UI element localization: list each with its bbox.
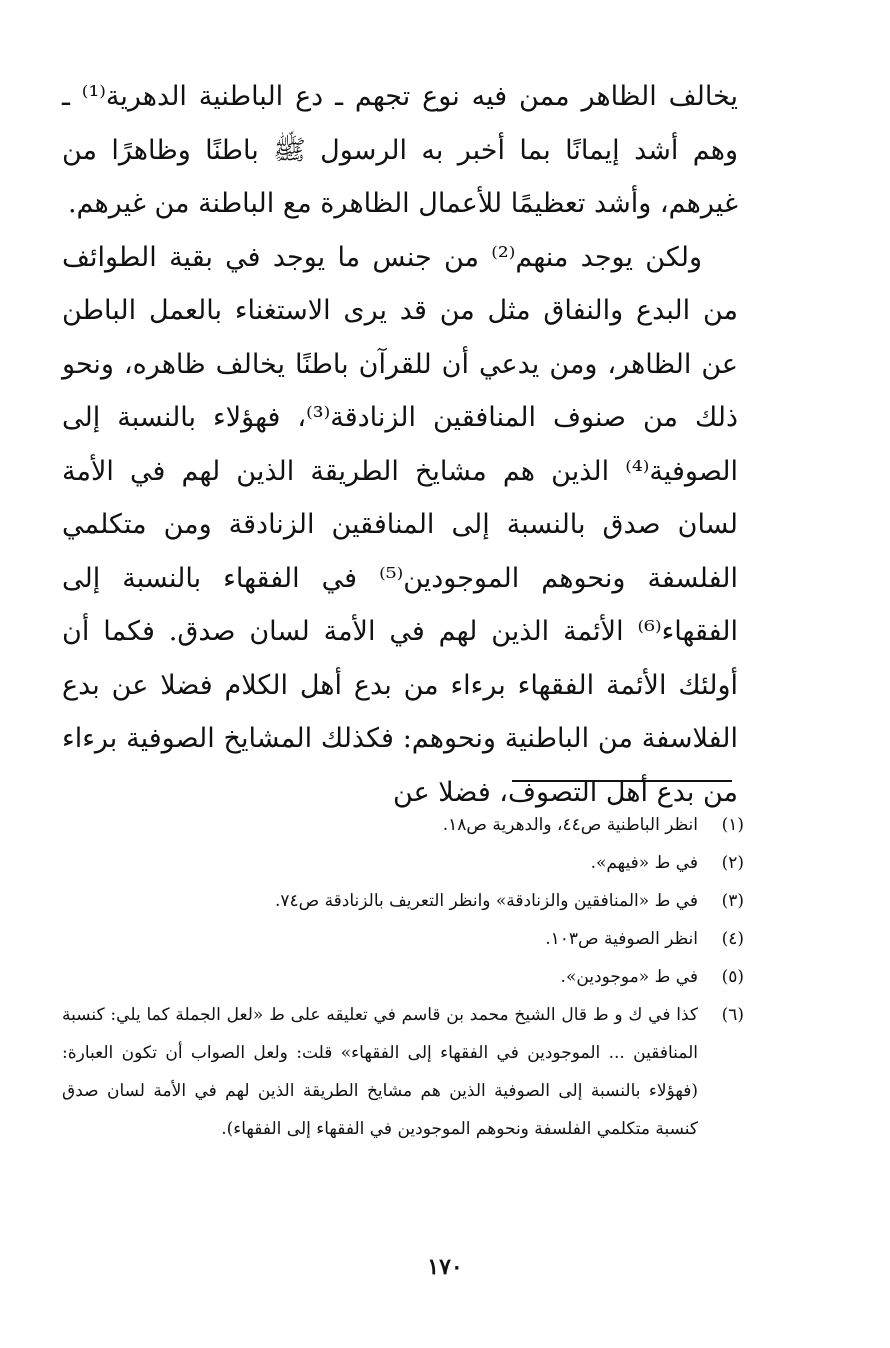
footnote-text: انظر الباطنية ص٤٤، والدهرية ص١٨. — [442, 815, 698, 835]
footnote-number: (٤) — [721, 929, 744, 949]
footnote-2 — [62, 844, 744, 882]
footnote-6 — [62, 996, 744, 1148]
footnote-text: في ط «موجودين». — [560, 967, 698, 987]
footnote-3 — [62, 882, 744, 920]
footnote-number: (١) — [721, 815, 744, 835]
footnote-text: في ط «فيهم». — [590, 853, 698, 873]
footnote-4 — [62, 920, 744, 958]
footnote-number: (٥) — [721, 967, 744, 987]
footnote-5 — [62, 958, 744, 996]
footnote-divider — [512, 780, 732, 782]
paragraph-2: ولكن يوجد منهم⁽²⁾ من جنس ما يوجد في بقية الطوائف من البدع والنفاق مثل من قد يرى الاستغناء بالعمل الباطن عن الظاهر، ومن يدعي أن للقرآن باطنًا يخالف ظاهره، ونحو ذلك من صنوف المنافقين الزنادقة⁽³⁾، فهؤلاء بالنسبة إلى الصوفية⁽⁴⁾ الذين هم مشايخ الطريقة الذين لهم في الأمة لسان صدق بالنسبة إلى المنافقين الزنادقة ومن متكلمي الفلسفة ونحوهم الموجودين⁽⁵⁾ في الفقهاء بالنسبة إلى الفقهاء⁽⁶⁾ الأئمة الذين لهم في الأمة لسان صدق. فكما أن أولئك الأئمة الفقهاء برءاء من بدع أهل الكلام فضلا عن بدع الفلاسفة من الباطنية ونحوهم: فكذلك المشايخ الصوفية برءاء من بدع أهل التصوف، فضلا عن — [62, 241, 738, 808]
footnote-text: في ط «المنافقين والزنادقة» وانظر التعريف بالزنادقة ص٧٤. — [274, 891, 698, 911]
footnotes — [62, 806, 744, 1148]
page-number: ١٧٠ — [427, 1254, 463, 1280]
footnote-number: (٦) — [721, 1005, 744, 1025]
footnote-text: انظر الصوفية ص١٠٣. — [545, 929, 698, 949]
main-text — [62, 70, 738, 819]
footnote-1 — [62, 806, 744, 844]
footnote-number: (٣) — [721, 891, 744, 911]
paragraph-1: يخالف الظاهر ممن فيه نوع تجهم ـ دع الباطنية الدهرية⁽¹⁾ ـ وهم أشد إيمانًا بما أخبر به الرسول ﷺ باطنًا وظاهرًا من غيرهم، وأشد تعظيمًا للأعمال الظاهرة مع الباطنة من غيرهم. — [62, 81, 738, 219]
footnote-text: كذا في ك و ط قال الشيخ محمد بن قاسم في تعليقه على ط «لعل الجملة كما يلي: كنسبة المنافقين ... الموجودين في الفقهاء إلى الفقهاء» قلت: ولعل الصواب أن تكون العبارة: (فهؤلاء بالنسبة إلى الصوفية الذين هم مشايخ الطريقة الذين لهم في الأمة لسان صدق كنسبة متكلمي الفلسفة ونحوهم الموجودين في الفقهاء إلى الفقهاء). — [62, 1005, 698, 1139]
footnote-number: (٢) — [721, 853, 744, 873]
